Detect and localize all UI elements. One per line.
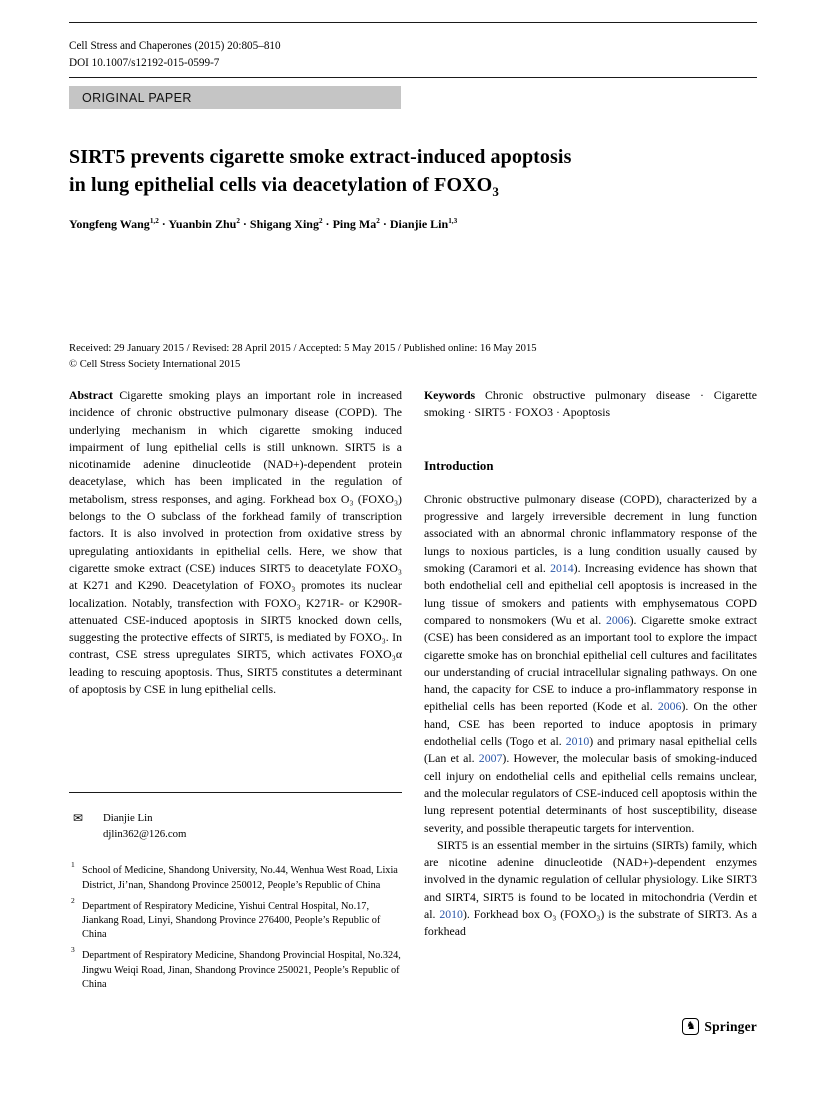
email-link[interactable]: djlin362@126.com [103, 827, 187, 840]
section-banner-label: ORIGINAL PAPER [82, 90, 192, 105]
received-line: Received: 29 January 2015 / Revised: 28 April 2015 / Accepted: 5 May 2015 / Published online: 16 May 2015 [69, 343, 537, 354]
doi-line: DOI 10.1007/s12192-015-0599-7 [69, 56, 220, 69]
text-segment: Ping Ma [332, 217, 377, 231]
section-banner [69, 86, 401, 109]
copyright-line: © Cell Stress Society International 2015 [69, 359, 241, 370]
introduction-heading: Introduction [424, 458, 494, 473]
citation-link[interactable]: 2006 [657, 699, 682, 714]
text-segment: SIRT5 is an essential member in the sirtuins (SIRTs) family, which are nicotine adenine dinucleotide (NAD+)-dependent enzymes involved in the dynamic regulation of cellular physiology. Like SIRT3 and SIRT4, SIRT5 is found to be located in mitochondria (Verdin et al. [424, 837, 757, 922]
article-dates [69, 341, 537, 373]
footnote-2-text: Department of Respiratory Medicine, Yishui Central Hospital, No.17, Jiankang Road, Linyi, Shandong Province 276400, People’s Republic of China [82, 900, 381, 941]
introduction-paragraph-1 [424, 491, 757, 837]
introduction-paragraph-2 [424, 837, 757, 941]
footnote-1-number: 1 [71, 860, 75, 870]
top-rule [69, 22, 757, 23]
text-segment: in lung epithelial cells via deacetylation of FOXO [69, 174, 493, 196]
text-segment: Dianjie Lin [389, 217, 449, 231]
text-segment: 2 [236, 217, 240, 225]
paper-title-line2 [69, 171, 571, 199]
text-segment: Chronic obstructive pulmonary disease (COPD), characterized by a progressive and largely irreversible decrement in lung function associated with an abnormal chronic inflammatory response of the lungs to noxious particles, is a lung condition usually caused by smoking (Caramori et al. [424, 491, 757, 576]
citation-link[interactable]: 2006 [605, 612, 630, 627]
text-segment: · [158, 217, 169, 231]
text-segment: 2 [318, 217, 323, 225]
text-segment: · [322, 217, 333, 231]
authors-line [69, 217, 457, 232]
keywords-line [424, 387, 757, 422]
text-segment: 2 [376, 217, 380, 225]
footnote-3-text: Department of Respiratory Medicine, Shandong Provincial Hospital, No.324, Jingwu Weiqi Road, Jinan, Shandong Province 250021, People’s Republic of China [82, 950, 401, 990]
text-segment: ). However, the molecular basis of smoking-induced cell injury on endothelial cells and epithelial cells remains unclear, and the molecular regulators of CSE-induced cell apoptosis within the lung represent potential determinants of host susceptibility, disease severity, and possible therapeutic targets for intervention. [424, 751, 757, 835]
text-segment: Yongfeng Wang [69, 217, 150, 231]
text-segment: Abstract [69, 388, 113, 402]
text-segment: Yuanbin Zhu [168, 217, 237, 231]
text-segment: ). Forkhead box O₃ (FOXO₃) is the substrate of SIRT3. As a forkhead [424, 907, 757, 939]
footnote-1 [69, 860, 402, 892]
citation-link[interactable]: 2014 [550, 561, 574, 576]
left-column [69, 387, 402, 999]
citation-link[interactable]: 2010 [439, 907, 463, 922]
journal-reference: Cell Stress and Chaperones (2015) 20:805–810 [69, 40, 281, 52]
right-column [424, 387, 757, 941]
footnote-2 [69, 895, 402, 943]
citation-link[interactable]: 2007 [478, 751, 503, 766]
abstract-text [69, 387, 402, 698]
left-column-footer [69, 792, 402, 999]
envelope-icon: ✉ [73, 811, 84, 826]
correspondence-block [69, 811, 402, 842]
text-segment: Chronic obstructive pulmonary disease · Cigarette smoking · SIRT5 · FOXO3 · Apoptosis [424, 388, 757, 420]
springer-horse-icon: ♞ [682, 1018, 699, 1035]
springer-wordmark: Springer [704, 1018, 757, 1034]
citation-link[interactable]: 2010 [565, 734, 590, 749]
footnote-rule [69, 792, 402, 793]
springer-logo [682, 1018, 757, 1035]
paper-title [69, 143, 571, 199]
journal-header [69, 38, 281, 71]
text-segment: 1,3 [448, 217, 458, 225]
text-segment: ). Cigarette smoke extract (CSE) has been considered as an important tool to explore the impact cigarette smoke has on bronchial epithelial cell cultures and facilitates our understanding of crucial intracellular signaling pathways. On one hand, the capacity for CSE to induce a pro-inflammatory response in epithelial cells has been reported (Kode et al. [424, 612, 757, 714]
paper-title-line1: SIRT5 prevents cigarette smoke extract-induced apoptosis [69, 146, 572, 168]
corresponding-author-name: Dianjie Lin [103, 812, 153, 825]
text-segment: Shigang Xing [249, 217, 319, 231]
text-segment: Cigarette smoking plays an important role in increased incidence of chronic obstructive pulmonary disease (COPD). The underlying mechanism in which cigarette smoking induced impairment of lung epithelial cells is still unknown. SIRT5 is a nicotinamide adenine dinucleotide (NAD+)-dependent protein deacetylase, which has been implicated in the regulation of metabolism, stress responses, and aging. Forkhead box O₃ (FOXO₃) belongs to the O subclass of the forkhead family of transcription factors. It is also involved in protection from oxidative stress by upregulating antioxidants in epithelial cells. Here, we show that cigarette smoke extract (CSE) induces SIRT5 to deacetylate FOXO₃ at K271 and K290. Deacetylation of FOXO₃ promotes its nuclear localization. Notably, transfection with FOXO₃ K271R- or K290R-attenuated CSE-induced apoptosis in SIRT5 knocked down cells, suggesting the protective effects of SIRT5, is mediated by FOXO₃. In contrast, CSE stress upregulates SIRT5, which activates FOXO₃α leading to rescuing apoptosis. Thus, SIRT5 constitutes a determinant of apoptosis by CSE in lung epithelial cells. [69, 388, 402, 697]
text-segment: · [379, 217, 390, 231]
text-segment: 1,2 [149, 217, 159, 225]
text-segment: · [239, 217, 250, 231]
footnote-3-number: 3 [71, 945, 75, 955]
text-segment: Keywords [424, 388, 476, 402]
text-segment: ). On the other hand, CSE has been reported to induce apoptosis in primary endothelial cells (Togo et al. [424, 699, 757, 749]
text-segment: ). Increasing evidence has shown that both endothelial cell and epithelial cell apoptosis is increased in the lung tissue of smokers and patients with emphysematous COPD compared to nonsmokers (Wu et al. [424, 561, 758, 627]
text-segment: 3 [492, 184, 499, 199]
footnote-2-number: 2 [71, 895, 75, 905]
footnote-3 [69, 945, 402, 992]
text-segment: ) and primary nasal epithelial cells (Lan et al. [424, 734, 757, 766]
header-rule [69, 77, 757, 78]
footnote-1-text: School of Medicine, Shandong University, No.44, Wenhua West Road, Lixia District, Ji’nan, Shandong Province 250012, People’s Republic of China [82, 865, 398, 891]
